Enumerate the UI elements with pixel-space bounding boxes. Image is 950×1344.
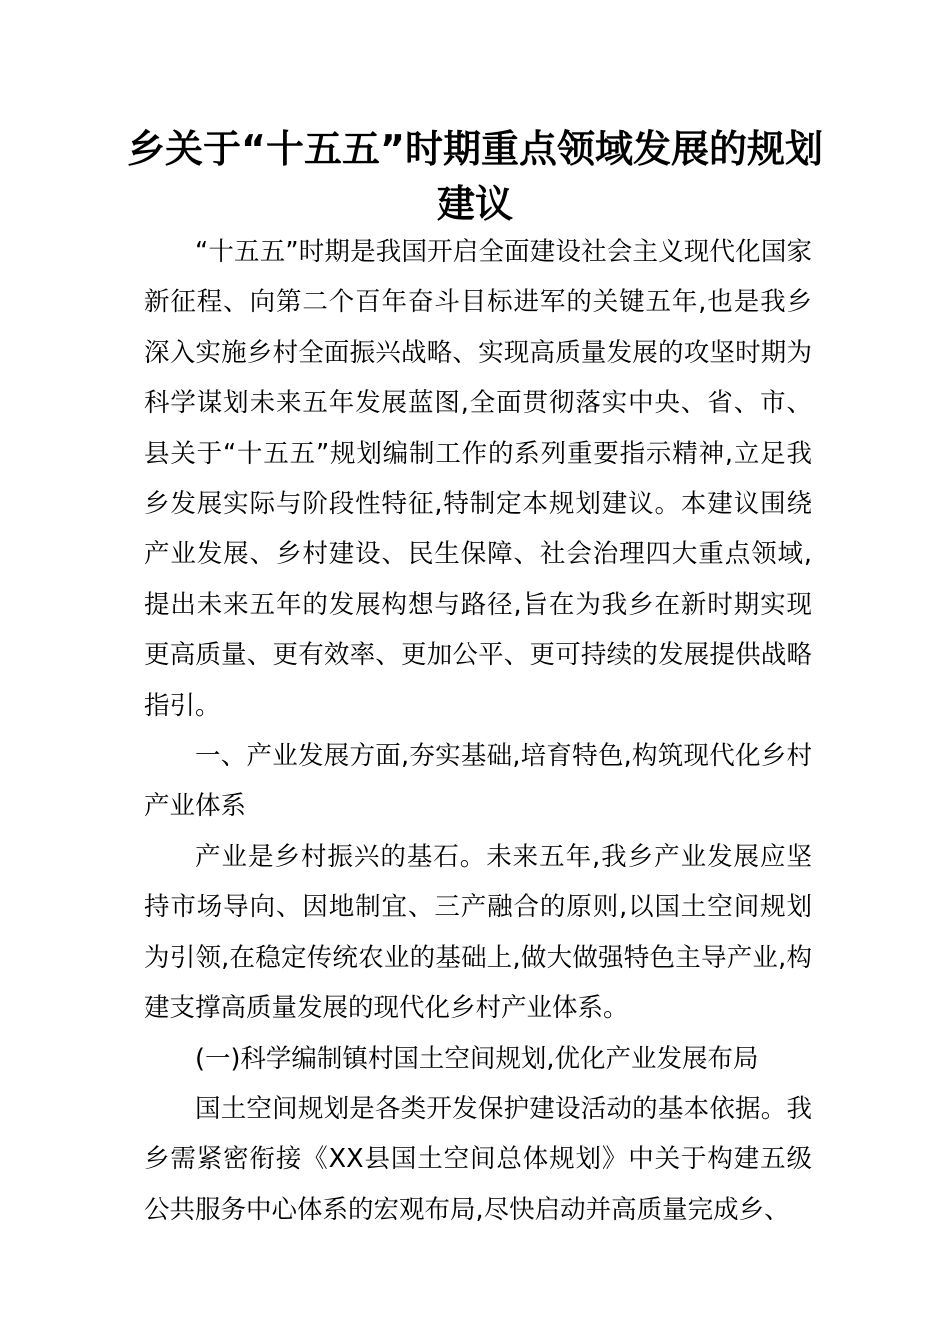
section-heading-industry: 一、产业发展方面,夯实基础,培育特色,构筑现代化乡村产业体系 [144,741,812,822]
planning-paragraph: 国土空间规划是各类开发保护建设活动的基本依据。我乡需紧密衔接《XX县国土空间总体规划》中关于构建五级公共服务中心体系的宏观布局,尽快启动并高质量完成乡、 [144,1093,812,1225]
industry-paragraph: 产业是乡村振兴的基石。未来五年,我乡产业发展应坚持市场导向、因地制宜、三产融合的原则,以国土空间规划为引领,在稳定传统农业的基础上,做大做强特色主导产业,构建支撑高质量发展的现代化乡村产业体系。 [144,841,812,1024]
document-body [144,227,812,1235]
subsection-heading-planning: (一)科学编制镇村国土空间规划,优化产业发展布局 [195,1043,759,1074]
document-title: 乡关于“十五五”时期重点领域发展的规划建议 [127,127,823,226]
intro-paragraph: “十五五”时期是我国开启全面建设社会主义现代化国家新征程、向第二个百年奋斗目标进军的关键五年,也是我乡深入实施乡村全面振兴战略、实现高质量发展的攻坚时期为科学谋划未来五年发展蓝图,全面贯彻落实中央、省、市、县关于“十五五”规划编制工作的系列重要指示精神,立足我乡发展实际与阶段性特征,特制定本规划建议。本建议围绕产业发展、乡村建设、民生保障、社会治理四大重点领域,提出未来五年的发展构想与路径,旨在为我乡在新时期实现更高质量、更有效率、更加公平、更可持续的发展提供战略指引。 [144,237,812,721]
